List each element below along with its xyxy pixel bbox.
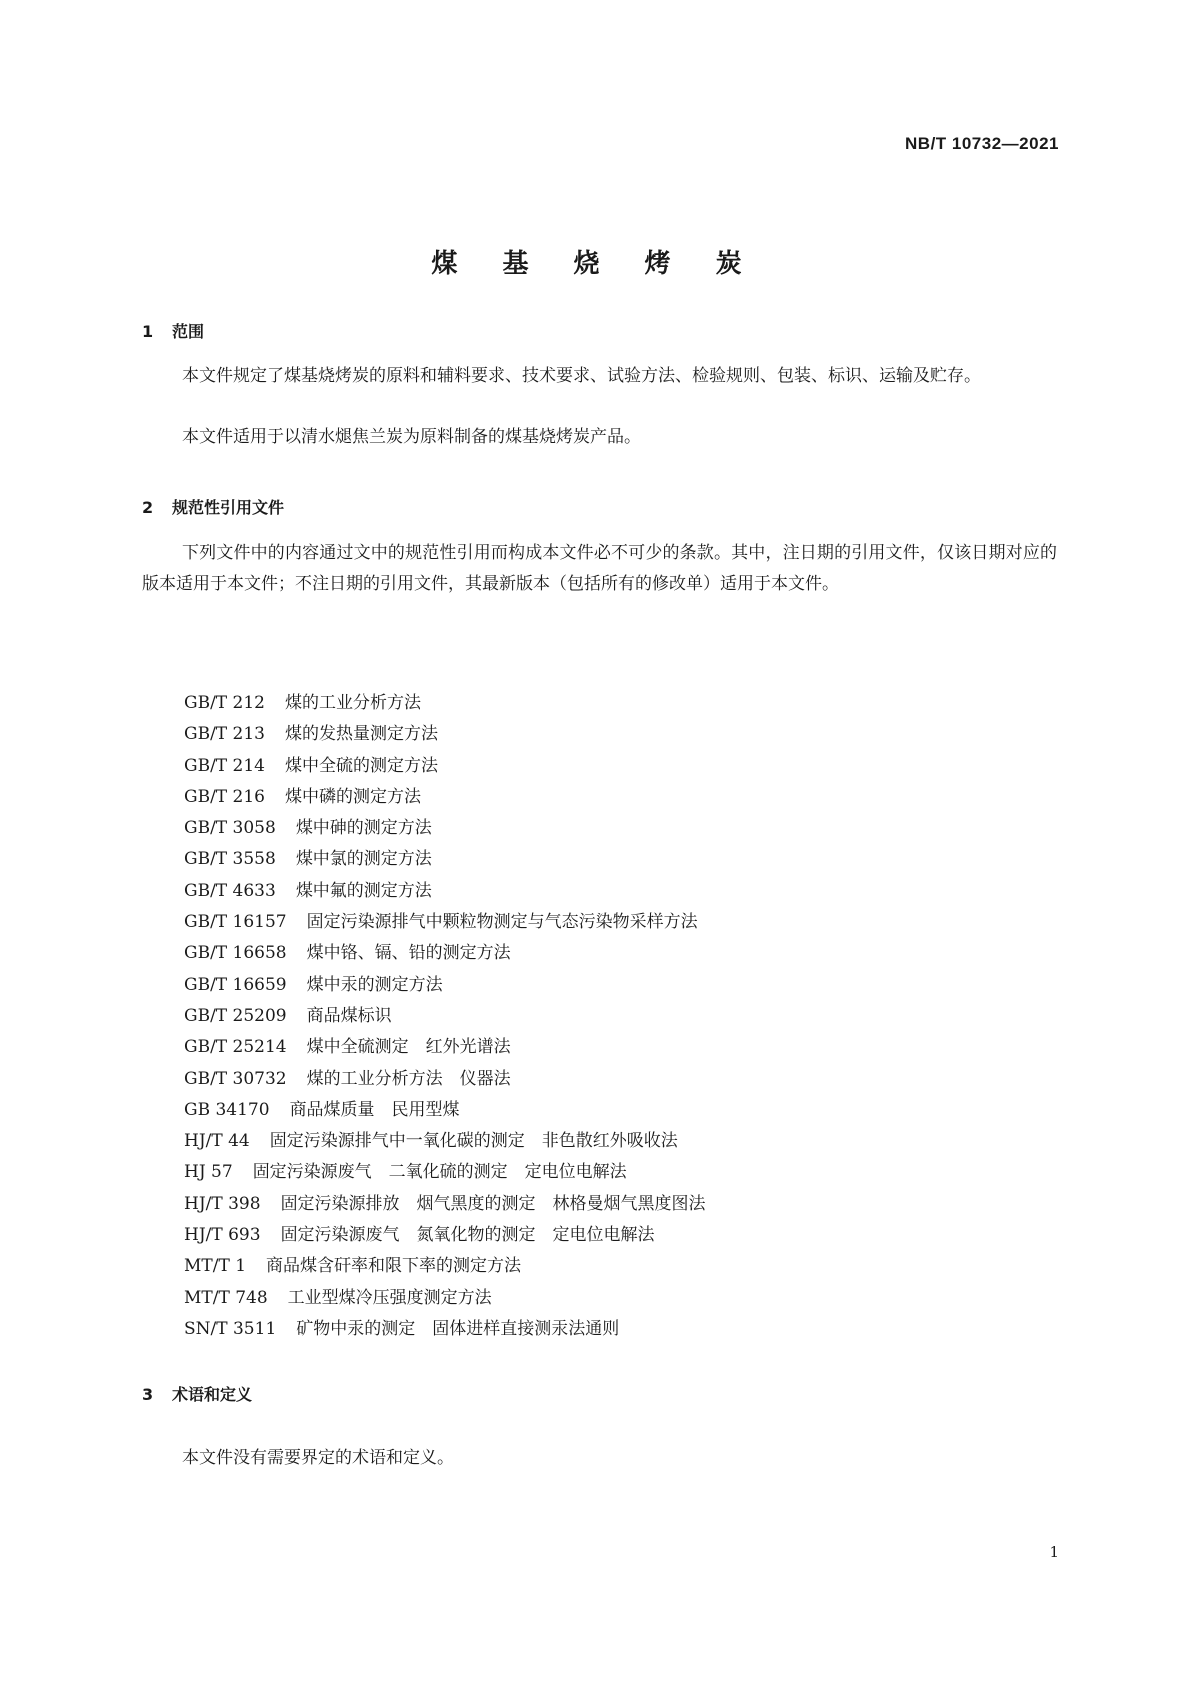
reference-item: [184, 1314, 706, 1345]
reference-item: [184, 1189, 706, 1220]
reference-title: 煤的发热量测定方法: [285, 724, 438, 745]
section-title: 规范性引用文件: [172, 498, 285, 517]
reference-item: [184, 1064, 706, 1095]
reference-item: [184, 1126, 706, 1157]
reference-title: 煤中汞的测定方法: [306, 974, 443, 995]
reference-title: 煤中全硫测定 红外光谱法: [306, 1037, 511, 1058]
reference-item: [184, 1220, 706, 1251]
reference-item: [184, 1157, 706, 1188]
reference-title: 煤中砷的测定方法: [295, 818, 432, 839]
reference-title: 煤中磷的测定方法: [285, 786, 421, 807]
section-1-paragraph-2: 本文件适用于以清水煺焦兰炭为原料制备的煤基烧烤炭产品。: [182, 427, 641, 447]
section-2-paragraph-1: 下列文件中的内容通过文中的规范性引用而构成本文件必不可少的条款。其中，注日期的引用文件，仅该日期对应的版本适用于本文件；不注日期的引用文件，其最新版本（包括所有的修改单）适用于本文件。: [142, 543, 1057, 594]
reference-code: GB/T 25209: [184, 1005, 287, 1026]
reference-code: GB/T 216: [184, 786, 265, 807]
reference-title: 商品煤含矸率和限下率的测定方法: [266, 1256, 522, 1277]
reference-title: 固定污染源排放 烟气黑度的测定 林格曼烟气黑度图法: [280, 1193, 706, 1214]
reference-code: MT/T 748: [184, 1287, 268, 1308]
reference-item: [184, 907, 706, 938]
reference-item: [184, 719, 706, 750]
reference-code: MT/T 1: [184, 1256, 247, 1277]
reference-item: [184, 1095, 706, 1126]
section-3-heading: [142, 1383, 252, 1407]
reference-title: 固定污染源排气中颗粒物测定与气态污染物采样方法: [306, 912, 698, 933]
reference-item: [184, 938, 706, 969]
reference-item: [184, 782, 706, 813]
reference-code: GB/T 4633: [184, 880, 276, 901]
reference-item: [184, 876, 706, 907]
section-title: 范围: [172, 322, 205, 341]
reference-title: 矿物中汞的测定 固体进样直接测汞法通则: [296, 1318, 620, 1339]
reference-item: [184, 1283, 706, 1314]
reference-code: GB/T 16157: [184, 912, 287, 933]
reference-title: 煤中氟的测定方法: [295, 880, 432, 901]
section-title: 术语和定义: [172, 1385, 253, 1404]
reference-title: 固定污染源废气 氮氧化物的测定 定电位电解法: [280, 1225, 655, 1246]
reference-code: GB/T 25214: [184, 1037, 287, 1058]
reference-code: GB/T 213: [184, 724, 265, 745]
reference-item: [184, 813, 706, 844]
reference-item: [184, 751, 706, 782]
reference-title: 固定污染源废气 二氧化硫的测定 定电位电解法: [252, 1162, 627, 1183]
reference-code: HJ/T 44: [184, 1131, 250, 1152]
reference-title: 固定污染源排气中一氧化碳的测定 非色散红外吸收法: [269, 1131, 678, 1152]
reference-code: SN/T 3511: [184, 1318, 277, 1339]
reference-title: 煤中全硫的测定方法: [285, 755, 438, 776]
reference-item: [184, 1032, 706, 1063]
reference-code: GB/T 212: [184, 693, 265, 713]
reference-code: GB/T 30732: [184, 1068, 287, 1089]
reference-title: 煤中铬、镉、铅的测定方法: [306, 943, 511, 964]
reference-item: [184, 844, 706, 875]
section-3-paragraph-1: 本文件没有需要界定的术语和定义。: [182, 1448, 454, 1468]
reference-item: [184, 688, 706, 719]
reference-code: GB/T 3058: [184, 818, 276, 839]
reference-title: 煤中氯的测定方法: [295, 849, 432, 870]
page-number: 1: [1049, 1543, 1059, 1561]
normative-references-list: [184, 688, 706, 1345]
document-title: 煤 基 烧 烤 炭: [431, 249, 760, 279]
reference-title: 商品煤标识: [306, 1005, 392, 1026]
reference-code: GB/T 3558: [184, 849, 276, 870]
reference-title: 煤的工业分析方法: [285, 693, 421, 713]
section-1-heading: [142, 320, 204, 344]
standard-code: NB/T 10732—2021: [905, 134, 1059, 153]
reference-title: 煤的工业分析方法 仪器法: [306, 1068, 511, 1089]
reference-code: HJ 57: [184, 1162, 233, 1183]
reference-code: HJ/T 693: [184, 1225, 261, 1246]
section-number: 1: [142, 322, 154, 341]
reference-title: 商品煤质量 民用型煤: [289, 1099, 460, 1120]
section-1-paragraph-1: 本文件规定了煤基烧烤炭的原料和辅料要求、技术要求、试验方法、检验规则、包装、标识、运输及贮存。: [182, 366, 981, 386]
reference-code: GB/T 16658: [184, 943, 287, 964]
reference-item: [184, 970, 706, 1001]
reference-title: 工业型煤冷压强度测定方法: [287, 1287, 492, 1308]
section-2-heading: [142, 496, 284, 520]
reference-code: HJ/T 398: [184, 1193, 261, 1214]
reference-item: [184, 1001, 706, 1032]
section-number: 3: [142, 1385, 154, 1404]
reference-code: GB/T 16659: [184, 974, 287, 995]
reference-code: GB 34170: [184, 1099, 270, 1120]
section-number: 2: [142, 498, 154, 517]
reference-item: [184, 1251, 706, 1282]
reference-code: GB/T 214: [184, 755, 265, 776]
